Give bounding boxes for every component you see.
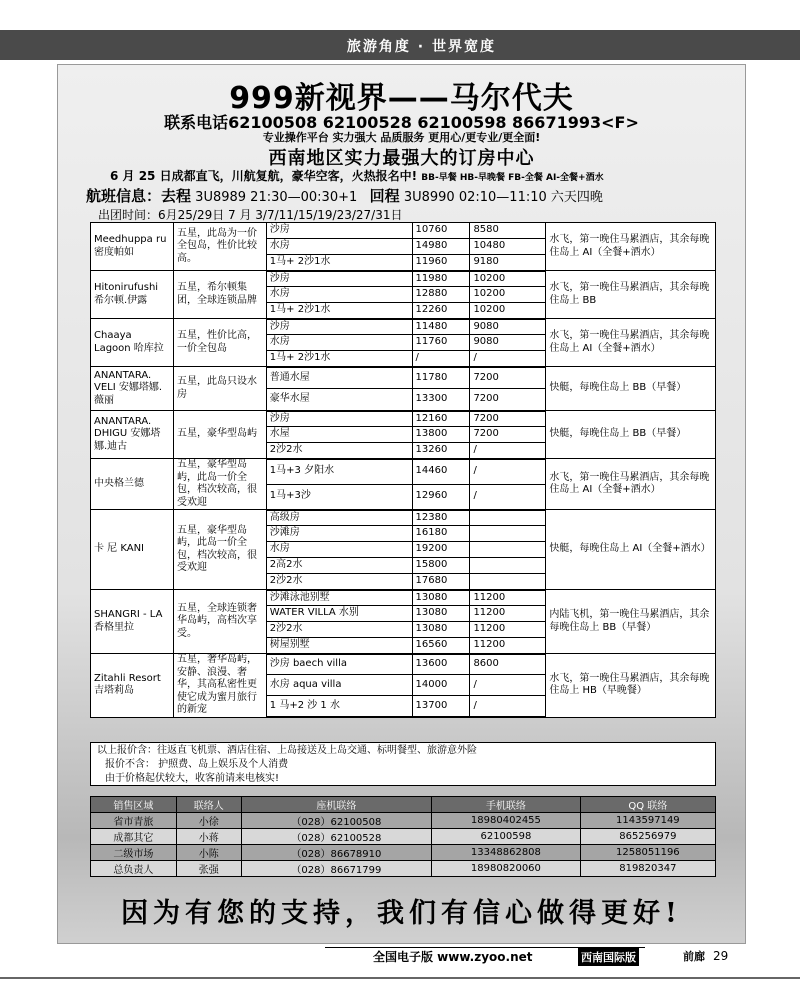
hotel-name: SHANGRI - LA 香格里拉 <box>91 590 174 654</box>
room-type: 沙房 baech villa <box>266 654 412 675</box>
hotel-description: 五星，希尔顿集团，全球连锁品牌 <box>173 271 266 319</box>
price-adult: 12260 <box>412 303 470 319</box>
price-child: / <box>470 696 546 717</box>
return-label: 回程 <box>369 187 400 205</box>
price-child: 9080 <box>470 335 546 351</box>
contact-cell: 省市青旅 <box>91 813 177 829</box>
flight-label: 航班信息： <box>86 187 162 205</box>
price-child <box>470 526 546 542</box>
price-adult: 13080 <box>412 606 470 622</box>
hotel-room-row <box>91 411 716 427</box>
room-type: 2沙2水 <box>266 622 412 638</box>
price-child: / <box>470 459 546 485</box>
room-type: 豪华水屋 <box>266 389 412 411</box>
price-adult: 15800 <box>412 558 470 574</box>
contact-cell: 小徐 <box>176 813 241 829</box>
price-adult: 14980 <box>412 239 470 255</box>
price-adult: 14460 <box>412 459 470 485</box>
footer-edition: 全国电子版 www.zyoo.net <box>373 950 533 964</box>
hotel-transfer-note: 水飞，第一晚住马累酒店，其余每晚住岛上 AI（全餐+酒水） <box>546 223 716 271</box>
price-child: 10200 <box>470 271 546 287</box>
room-type: 2高2水 <box>266 558 412 574</box>
flight-info <box>86 185 603 206</box>
contact-cell: （028）86671799 <box>241 861 431 877</box>
hotel-transfer-note: 水飞，第一晚住马累酒店，其余每晚住岛上 BB <box>546 271 716 319</box>
hotel-name: 卡 尼 KANI <box>91 510 174 590</box>
price-child: 10200 <box>470 287 546 303</box>
room-type: 1马+ 2沙1水 <box>266 255 412 271</box>
hotel-transfer-note: 快艇，每晚住岛上 BB（早餐） <box>546 411 716 459</box>
price-child: 9180 <box>470 255 546 271</box>
ad-intro-line <box>110 167 604 184</box>
room-type: WATER VILLA 水别 <box>266 606 412 622</box>
price-adult: 13260 <box>412 443 470 459</box>
room-type: 1马+ 2沙1水 <box>266 351 412 367</box>
price-notes <box>90 742 716 786</box>
hotel-room-row <box>91 459 716 485</box>
contact-column-header: 联络人 <box>176 797 241 813</box>
hotel-description: 五星，此岛只设水房 <box>173 367 266 411</box>
hotel-transfer-note: 内陆飞机，第一晚住马累酒店，其余每晚住岛上 BB（早餐） <box>546 590 716 654</box>
contact-cell: 小蒋 <box>176 829 241 845</box>
contact-row <box>91 829 716 845</box>
price-child: / <box>470 351 546 367</box>
price-adult: 19200 <box>412 542 470 558</box>
hotel-name: Hitonirufushi 希尔顿.伊露 <box>91 271 174 319</box>
hotel-description: 五星，豪华型岛屿，此岛一价全包，档次较高，很受欢迎 <box>173 510 266 590</box>
hotel-transfer-note: 水飞，第一晚住马累酒店，其余每晚住岛上 HB（早晚餐） <box>546 654 716 718</box>
bottom-rule <box>0 977 800 979</box>
footer-badge: 西南国际版 <box>578 948 639 966</box>
price-adult: 10760 <box>412 223 470 239</box>
price-adult: 11980 <box>412 271 470 287</box>
hotel-transfer-note: 水飞，第一晚住马累酒店，其余每晚住岛上 AI（全餐+酒水） <box>546 459 716 510</box>
room-type: 1马+ 2沙1水 <box>266 303 412 319</box>
price-child: 8580 <box>470 223 546 239</box>
contact-cell: 总负责人 <box>91 861 177 877</box>
contact-cell: 张强 <box>176 861 241 877</box>
contact-row <box>91 813 716 829</box>
contact-column-header: QQ 联络 <box>580 797 715 813</box>
room-type: 水房 <box>266 542 412 558</box>
price-child: / <box>470 443 546 459</box>
room-type: 水房 aqua villa <box>266 675 412 696</box>
price-adult: 13800 <box>412 427 470 443</box>
price-adult: 17680 <box>412 574 470 590</box>
header-bar <box>0 30 800 60</box>
contact-table <box>90 796 716 877</box>
room-type: 普通水屋 <box>266 367 412 389</box>
hotel-description: 五星，奢华岛屿，安静、浪漫、奢华，其高私密性更使它成为蜜月旅行的新宠 <box>173 654 266 718</box>
price-adult: 13080 <box>412 622 470 638</box>
room-type: 1马+3 夕阳水 <box>266 459 412 485</box>
hotel-transfer-note: 快艇，每晚住岛上 AI（全餐+酒水） <box>546 510 716 590</box>
section-name: 前廊 <box>683 950 705 963</box>
hotel-room-row <box>91 510 716 526</box>
price-adult: 13300 <box>412 389 470 411</box>
contact-cell: 成都其它 <box>91 829 177 845</box>
outbound-flight: 3U8989 21:30—00:30+1 <box>195 190 358 205</box>
note-excludes: 报价不含： 护照费、岛上娱乐及个人消费 <box>105 759 289 770</box>
hotel-room-row <box>91 590 716 606</box>
page-number: 29 <box>713 949 729 963</box>
hotel-description: 五星，性价比高，一价全包岛 <box>173 319 266 367</box>
ad-intro: 6 月 25 日成都直飞，川航复航，豪华空客，火热报名中! <box>110 169 418 183</box>
footer-edition-bar <box>325 947 645 963</box>
contact-header-row <box>91 797 716 813</box>
hotel-price-table <box>90 222 716 718</box>
outbound-label: 去程 <box>161 187 192 205</box>
ad-panel <box>57 64 746 944</box>
contact-cell: （028）62100508 <box>241 813 431 829</box>
hotel-room-row <box>91 319 716 335</box>
page-number-area <box>683 948 728 964</box>
ad-tagline: 专业操作平台 实力强大 品质服务 更用心/更专业/更全面! <box>262 131 541 144</box>
room-type: 沙滩房 <box>266 526 412 542</box>
header-bar-text: 旅游角度 · 世界宽度 <box>346 39 496 55</box>
price-child: 9080 <box>470 319 546 335</box>
hotel-description: 五星，全球连锁奢华岛屿，高档次享受。 <box>173 590 266 654</box>
contact-cell: 18980402455 <box>432 813 581 829</box>
price-adult: 13080 <box>412 590 470 606</box>
price-child <box>470 542 546 558</box>
slogan: 因为有您的支持，我们有信心做得更好! <box>121 898 682 929</box>
room-type: 水房 <box>266 239 412 255</box>
contact-cell: 小陈 <box>176 845 241 861</box>
price-child: 7200 <box>470 367 546 389</box>
price-adult: 12380 <box>412 510 470 526</box>
contact-cell: 62100598 <box>432 829 581 845</box>
price-adult: 13600 <box>412 654 470 675</box>
contact-cell: 18980820060 <box>432 861 581 877</box>
price-adult: 13700 <box>412 696 470 717</box>
contact-row <box>91 861 716 877</box>
room-type: 沙房 <box>266 271 412 287</box>
price-child: 8600 <box>470 654 546 675</box>
contact-cell: 1143597149 <box>580 813 715 829</box>
price-adult: 12960 <box>412 484 470 510</box>
room-type: 1 马+2 沙 1 水 <box>266 696 412 717</box>
price-child <box>470 574 546 590</box>
hotel-name: ANANTARA. VELI 安娜塔娜.薇丽 <box>91 367 174 411</box>
note-includes: 以上报价含：往返直飞机票、酒店住宿、上岛接送及上岛交通、标明餐型、旅游意外险 <box>97 745 477 756</box>
contact-cell: （028）62100528 <box>241 829 431 845</box>
price-child: 11200 <box>470 590 546 606</box>
price-adult: 11480 <box>412 319 470 335</box>
room-type: 沙房 <box>266 223 412 239</box>
hotel-name: Chaaya Lagoon 哈库拉 <box>91 319 174 367</box>
hotel-name: Zitahli Resort 吉塔莉岛 <box>91 654 174 718</box>
hotel-description: 五星，此岛为一价全包岛，性价比较高。 <box>173 223 266 271</box>
price-child: 7200 <box>470 427 546 443</box>
price-adult: 16560 <box>412 638 470 654</box>
price-adult: 14000 <box>412 675 470 696</box>
room-type: 沙房 <box>266 411 412 427</box>
room-type: 2沙2水 <box>266 574 412 590</box>
price-adult: 11780 <box>412 367 470 389</box>
contact-cell: 13348862808 <box>432 845 581 861</box>
hotel-room-row <box>91 271 716 287</box>
contact-column-header: 座机联络 <box>241 797 431 813</box>
departure-dates: 出团时间：6月25/29日 7 月 3/7/11/15/19/23/27/31日 <box>98 208 403 222</box>
ad-subtitle: 西南地区实力最强大的订房中心 <box>268 148 535 169</box>
meal-codes: BB-早餐 HB-早晚餐 FB-全餐 AI-全餐+酒水 <box>421 173 604 183</box>
note-verify: 由于价格起伏较大，收客前请来电核实! <box>105 773 280 784</box>
price-child: / <box>470 484 546 510</box>
room-type: 水房 <box>266 287 412 303</box>
contact-cell: 865256979 <box>580 829 715 845</box>
price-child: 11200 <box>470 606 546 622</box>
price-adult: 11760 <box>412 335 470 351</box>
hotel-transfer-note: 水飞，第一晚住马累酒店，其余每晚住岛上 AI（全餐+酒水） <box>546 319 716 367</box>
room-type: 沙房 <box>266 319 412 335</box>
hotel-description: 五星，豪华型岛屿，此岛一价全包，档次较高，很受欢迎 <box>173 459 266 510</box>
room-type: 1马+3沙 <box>266 484 412 510</box>
price-child: 10200 <box>470 303 546 319</box>
return-flight: 3U8990 02:10—11:10 六天四晚 <box>403 190 603 205</box>
room-type: 树屋别墅 <box>266 638 412 654</box>
price-child: 7200 <box>470 411 546 427</box>
price-child: 11200 <box>470 622 546 638</box>
contact-row <box>91 845 716 861</box>
hotel-room-row <box>91 654 716 675</box>
room-type: 水屋 <box>266 427 412 443</box>
hotel-name: 中央格兰德 <box>91 459 174 510</box>
contact-cell: 1258051196 <box>580 845 715 861</box>
hotel-description: 五星，豪华型岛屿 <box>173 411 266 459</box>
price-adult: 12880 <box>412 287 470 303</box>
room-type: 水房 <box>266 335 412 351</box>
hotel-name: ANANTARA. DHIGU 安娜塔娜.迪古 <box>91 411 174 459</box>
hotel-room-row <box>91 223 716 239</box>
room-type: 沙滩泳池别墅 <box>266 590 412 606</box>
price-child: / <box>470 675 546 696</box>
room-type: 2沙2水 <box>266 443 412 459</box>
price-adult: 12160 <box>412 411 470 427</box>
ad-phones: 联系电话62100508 62100528 62100598 86671993<F> <box>164 113 639 132</box>
price-child: 7200 <box>470 389 546 411</box>
price-adult: / <box>412 351 470 367</box>
price-adult: 11960 <box>412 255 470 271</box>
contact-column-header: 销售区域 <box>91 797 177 813</box>
contact-cell: 819820347 <box>580 861 715 877</box>
price-child <box>470 558 546 574</box>
price-child: 10480 <box>470 239 546 255</box>
room-type: 高级房 <box>266 510 412 526</box>
hotel-room-row <box>91 367 716 389</box>
hotel-transfer-note: 快艇，每晚住岛上 BB（早餐） <box>546 367 716 411</box>
contact-cell: 二级市场 <box>91 845 177 861</box>
contact-cell: （028）86678910 <box>241 845 431 861</box>
hotel-name: Meedhuppa ru 密度帕如 <box>91 223 174 271</box>
contact-column-header: 手机联络 <box>432 797 581 813</box>
price-adult: 16180 <box>412 526 470 542</box>
price-child: 11200 <box>470 638 546 654</box>
ad-title: 999新视界——马尔代夫 <box>229 81 574 116</box>
price-child <box>470 510 546 526</box>
